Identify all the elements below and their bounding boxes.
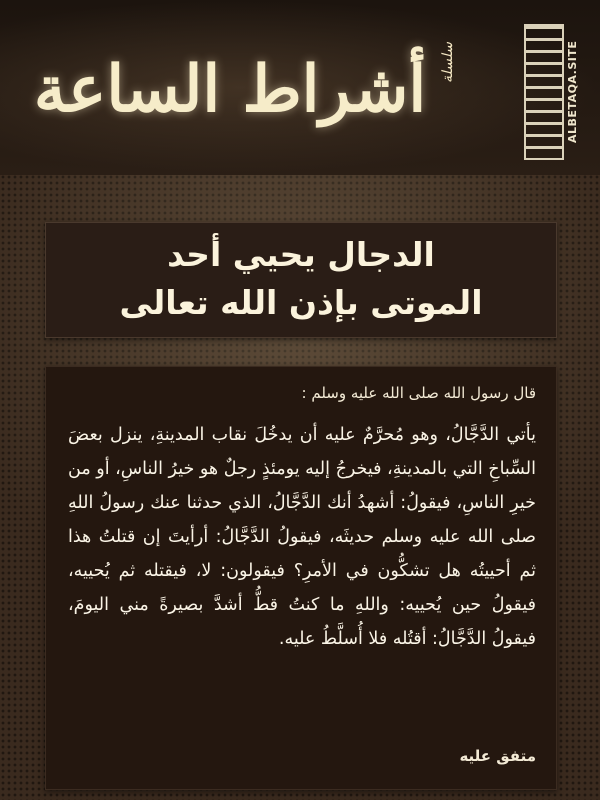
- hadith-text: يأتي الدَّجَّالُ، وهو مُحرَّمٌ عليه أن يدخُلَ نقاب المدينةِ، ينزل بعضَ السِّباخِ التي بالمدينةِ، فيخرجُ إليه يومئذٍ رجلٌ هو خيرُ الناسِ، أو من خيرِ الناسِ، فيقولُ: أشهدُ أنك الدَّجَّالُ، الذي حدثنا عنك رسولُ اللهِ صلى الله عليه وسلم حديثَه، فيقولُ الدَّجَّالُ: أرأيتَ إن قتلتُ هذا ثم أحييتُه هل تشكُّون في الأمرِ؟ فيقولون: لا، فيقتله ثم يُحييه، فيقولُ حين يُحييه: واللهِ ما كنتُ قطُّ أشدَّ بصيرةً مني اليومَ، فيقولُ الدَّجَّالُ: أقتُله فلا أُسلَّطُ عليه.: [68, 425, 536, 649]
- site-logo: [520, 22, 584, 162]
- series-title: أشراط الساعة: [33, 52, 427, 127]
- logo-site-text: ALBETAQA.SITE: [566, 40, 579, 144]
- heading-box: [45, 222, 557, 338]
- heading-line-1: الدجال يحيي أحد: [167, 235, 435, 274]
- hadith-source: متفق عليه: [459, 747, 536, 765]
- hadith-intro: قال رسول الله صلى الله عليه وسلم :: [301, 384, 536, 402]
- heading-line-2: الموتى بإذن الله تعالى: [119, 283, 483, 322]
- hadith-box: [45, 366, 557, 790]
- header-banner: [0, 0, 600, 175]
- logo-mark-icon: [524, 24, 564, 160]
- series-label: سلسلة: [440, 42, 456, 83]
